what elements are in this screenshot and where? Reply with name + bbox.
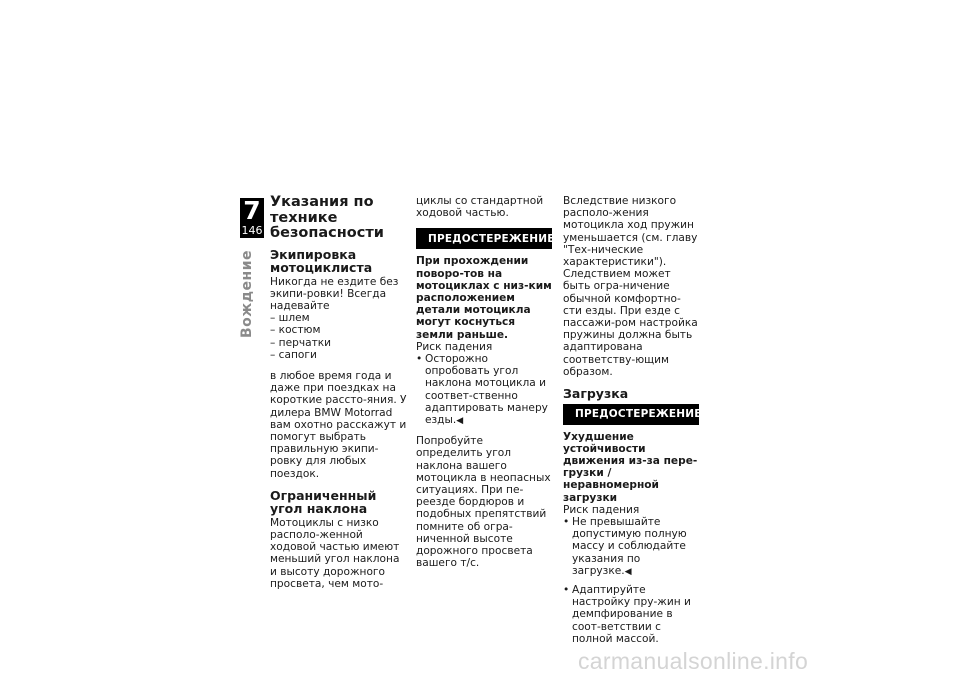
list-item [416,353,552,427]
list-item [563,584,699,645]
watermark: carmanualsonline.info [578,648,809,674]
list-item: – перчатки [270,337,407,349]
page-number: 146 [241,224,263,237]
warning-bullets [563,516,699,645]
end-mark-icon: ◀ [624,566,632,577]
warning-title: Ухудшение устойчивости движения из-за пере-грузки / неравномерной загрузки [563,430,698,504]
gear-body: в любое время года и даже при поездках на короткие рассто-яния. У дилера BMW Motorrad вам охотно расскажут и помогут выбрать правильную экипи-ровку для любых поездок. [270,369,407,480]
list-item: – шлем [270,312,407,324]
list-item: – костюм [270,324,407,336]
suspension-body: Вследствие низкого располо-жения мотоцикла ход пружин уменьшается (см. главу "Тех-нические характеристики"). Следствием может быть огра-ничение обычной комфортно-сти езды. При езде с пассажи-ром настройка пружины должна быть адаптирована соответству-ющим образом. [563,195,698,378]
bullet-text: Адаптируйте настройку пру-жин и демпфирование в соот-ветствии с полной массой. [572,583,691,645]
column-3 [563,195,702,653]
gear-list [270,312,407,361]
warning-bar [416,228,555,249]
warning-label: ПРЕДОСТЕРЕЖЕНИЕ [428,232,555,245]
column-1 [270,195,407,599]
section-title: Указания по технике безопасности [270,194,384,241]
lean-angle-body: Мотоциклы с низко располо-женной ходовой частью имеют меньший угол наклона и высоту дорожного просвета, чем мото- [270,516,400,590]
list-item [563,516,699,578]
warning-title: При прохождении поворо-тов на мотоциклах с низ-ким расположением детали мотоцикла могут коснуться земли раньше. [416,255,552,341]
column-2 [416,195,555,578]
bullet-text: Не превышайте допустимую полную массу и соблюдайте указания по загрузке. [572,515,687,577]
loading-heading: Загрузка [563,386,629,402]
lean-angle-advice: Попробуйте определить угол наклона вашего мотоцикла в неопасных ситуациях. При пе-реезде бордюров и подобных препятствий помните об огра-ниченной высоте дорожного просвета вашего т/с. [416,435,551,570]
chapter-number: 7 [243,196,261,225]
gear-heading: Экипировка мотоциклиста [270,246,373,275]
gear-intro: Никогда не ездите без экипи-ровки! Всегда надевайте [270,275,399,312]
bullet-text: Осторожно опробовать угол наклона мотоцикла и соответ-ственно адаптировать манеру езды. [425,353,548,427]
warning-bullets [416,353,552,427]
end-mark-icon: ◀ [456,416,464,427]
chapter-side-label: Вождение [239,250,255,338]
warning-label: ПРЕДОСТЕРЕЖЕНИЕ [575,407,702,420]
warning-bar [563,404,702,425]
lean-angle-heading: Ограниченный угол наклона [270,487,377,517]
risk-text: Риск падения [563,503,640,516]
risk-text: Риск падения [416,340,493,353]
lean-angle-cont: циклы со стандартной ходовой частью. [416,195,544,220]
list-item: – сапоги [270,349,407,361]
